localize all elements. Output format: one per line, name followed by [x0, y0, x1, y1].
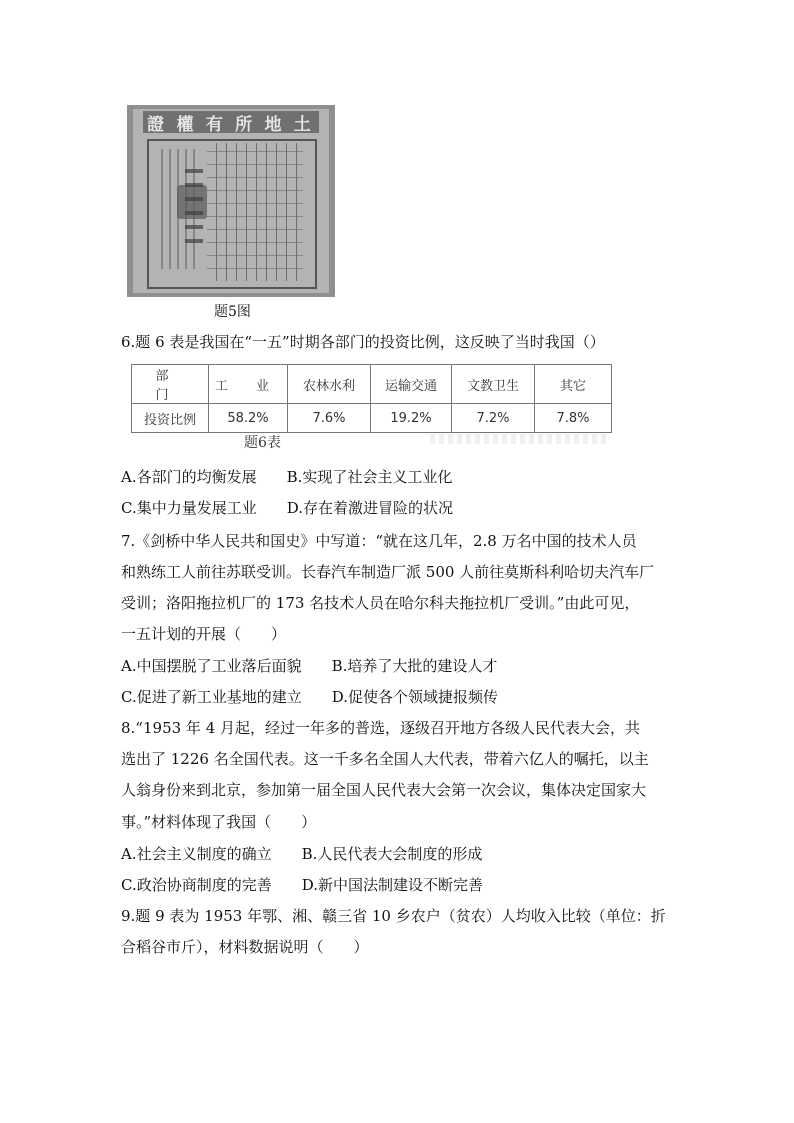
table-cell: 7.2% — [452, 404, 535, 433]
question-8-options-ab: A.社会主义制度的确立 B.人民代表大会制度的形成 — [121, 845, 483, 863]
table-cell: 7.8% — [535, 404, 612, 433]
certificate-sheet — [133, 109, 329, 293]
cert-title-char: 土 — [293, 114, 315, 135]
cert-title-char: 有 — [205, 114, 227, 135]
question-7-line: 一五计划的开展（ ） — [121, 625, 287, 643]
table6-caption: 题6表 — [244, 435, 281, 451]
table-6-image — [121, 358, 617, 438]
table-header-row — [132, 365, 612, 404]
table-header-cell: 其它 — [535, 365, 612, 404]
figure5-caption: 题5图 — [214, 304, 251, 320]
investment-table — [131, 364, 612, 433]
certificate-title — [143, 111, 319, 133]
question-6-options-cd: C.集中力量发展工业 D.存在着激进冒险的状况 — [121, 499, 453, 517]
cert-title-char: 地 — [264, 114, 286, 135]
table-header-cell: 部 门 — [132, 365, 209, 404]
question-8-options-cd: C.政治协商制度的完善 D.新中国法制建设不断完善 — [121, 876, 483, 894]
table-cell: 58.2% — [209, 404, 288, 433]
question-8-line: 人翁身份来到北京，参加第一届全国人民代表大会第一次会议，集体决定国家大 — [121, 781, 647, 799]
question-8-line: 事。”材料体现了我国（ ） — [121, 813, 317, 831]
table-row — [132, 404, 612, 433]
question-7-line: 7.《剑桥中华人民共和国史》中写道：“就在这几年，2.8 万名中国的技术人员 — [121, 532, 637, 550]
cert-title-char: 證 — [147, 114, 169, 135]
certificate-grid — [207, 143, 303, 281]
table-header-cell: 工 业 — [209, 365, 288, 404]
table-header-cell: 运输交通 — [371, 365, 452, 404]
table-row-label: 投资比例 — [132, 404, 209, 433]
question-7-options-ab: A.中国摆脱了工业落后面貌 B.培养了大批的建设人才 — [121, 657, 498, 675]
scan-bleed-through — [430, 434, 610, 444]
cert-title-char: 所 — [235, 114, 257, 135]
question-6-options-ab: A.各部门的均衡发展 B.实现了社会主义工业化 — [121, 468, 453, 486]
question-9-line: 9.题 9 表为 1953 年鄂、湘、赣三省 10 乡农户（贫农）人均收入比较（单位：折 — [121, 907, 666, 925]
table-cell: 19.2% — [371, 404, 452, 433]
table-header-cell: 农林水利 — [288, 365, 371, 404]
question-7-options-cd: C.促进了新工业基地的建立 D.促使各个领域捷报频传 — [121, 688, 498, 706]
question-7-line: 和熟练工人前往苏联受训。长春汽车制造厂派 500 人前往莫斯科利哈切夫汽车厂 — [121, 563, 655, 581]
question-8-line: 8.“1953 年 4 月起，经过一年多的普选，逐级召开地方各级人民代表大会，共 — [121, 719, 641, 737]
land-certificate-photo — [127, 105, 335, 297]
table-cell: 7.6% — [288, 404, 371, 433]
cert-title-char: 權 — [176, 114, 198, 135]
question-7-line: 受训；洛阳拖拉机厂的 173 名技术人员在哈尔科夫拖拉机厂受训。”由此可见， — [121, 594, 640, 612]
handwriting-column — [185, 165, 203, 253]
question-9-line: 合稻谷市斤），材料数据说明（ ） — [121, 938, 369, 956]
table-header-cell: 文教卫生 — [452, 365, 535, 404]
question-8-line: 选出了 1226 名全国代表。这一千多名全国人大代表，带着六亿人的嘱托，以主 — [121, 750, 649, 768]
question-6-stem: 6.题 6 表是我国在“一五”时期各部门的投资比例，这反映了当时我国（） — [121, 333, 605, 351]
